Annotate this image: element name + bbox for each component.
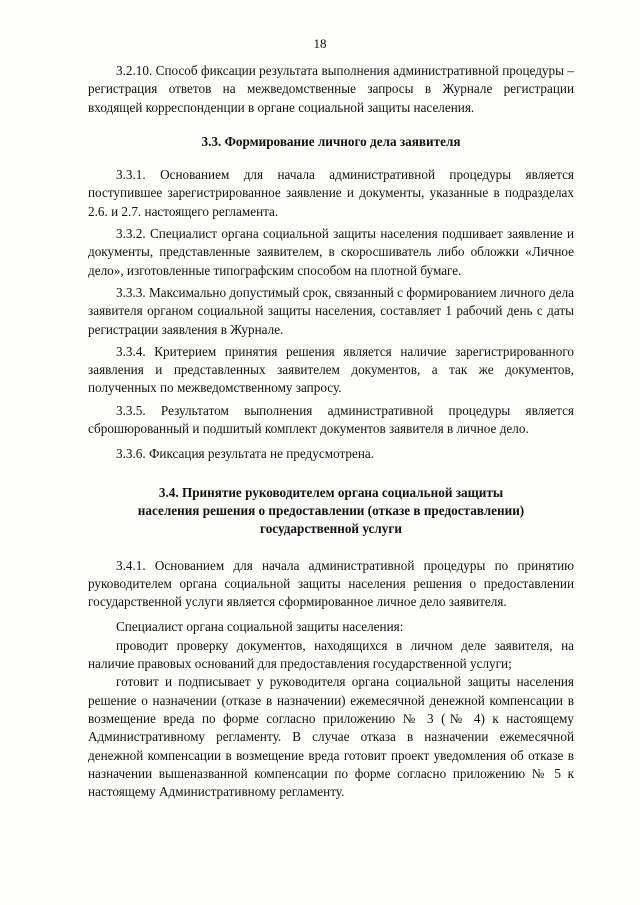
section-3-3-heading: 3.3. Формирование личного дела заявителя (201, 133, 461, 149)
paragraph-3-3-3: 3.3.3. Максимально допустимый срок, связанный с формированием личного дела заявителя органом социальной защиты населения, составляет 1 рабочий день с даты регистрации заявления в Журнале. (88, 284, 574, 337)
paragraph-3-4-1: 3.4.1. Основанием для начала административной процедуры по принятию руководителем органа социальной защиты населения решения о предоставлении государственной услуги является сформированное личное дело заявителя. (88, 557, 574, 610)
paragraph-3-3-5: 3.3.5. Результатом выполнения административной процедуры является сброшюрованный и подшитый комплект документов заявителя в личное дело. (88, 402, 574, 437)
paragraph-3-2-10: 3.2.10. Способ фиксации результата выполнения административной процедуры – регистрация ответов на межведомственные запросы в Журнале регистрации входящей корреспонденции в органе социальной защиты населения. (88, 63, 574, 115)
paragraph-3-3-1: 3.3.1. Основанием для начала административной процедуры является поступившее зарегистрированное заявление и документы, указанные в подразделах 2.6. и 2.7. настоящего регламента. (88, 167, 574, 219)
paragraph-specialist: Специалист органа социальной защиты населения: (116, 619, 404, 635)
paragraph-3-3-2: 3.3.2. Специалист органа социальной защиты населения подшивает заявление и документы, представленные заявителем, в скоросшиватель либо обложки «Личное дело», изготовленные типографским способом на плотной бумаге. (88, 226, 574, 278)
document-body (88, 62, 574, 801)
page-number: 18 (313, 36, 327, 51)
paragraph-3-3-6: 3.3.6. Фиксация результата не предусмотрена. (116, 446, 375, 462)
paragraph-prepare-decision: готовит и подписывает у руководителя органа социальной защиты населения решение о назначении (отказе в назначении) ежемесячной денежной компенсации в возмещение вреда по форме согласно приложению № 3 (№ 4) к настоящему Административному регламенту. В случае отказа в назначении ежемесячной денежной компенсации в возмещение вреда готовит проект уведомления об отказе в назначении вышеназванной компенсации по форме согласно приложению № 5 к настоящему Административному регламенту. (88, 674, 574, 800)
section-3-4-heading (88, 484, 574, 539)
paragraph-check-documents: проводит проверку документов, находящихся в личном деле заявителя, на наличие правовых оснований для предоставления государственной услуги; (88, 637, 574, 672)
paragraph-3-3-4: 3.3.4. Критерием принятия решения является наличие зарегистрированного заявления и представленных заявителем документов, а так же документов, полученных по межведомственному запросу. (88, 343, 574, 396)
section-3-4-heading-line-2: населения решения о предоставлении (отказе в предоставлении) (137, 502, 525, 518)
section-3-4-heading-line-1: 3.4. Принятие руководителем органа социальной защиты (158, 484, 504, 500)
section-3-4-heading-line-3: государственной услуги (260, 521, 402, 537)
